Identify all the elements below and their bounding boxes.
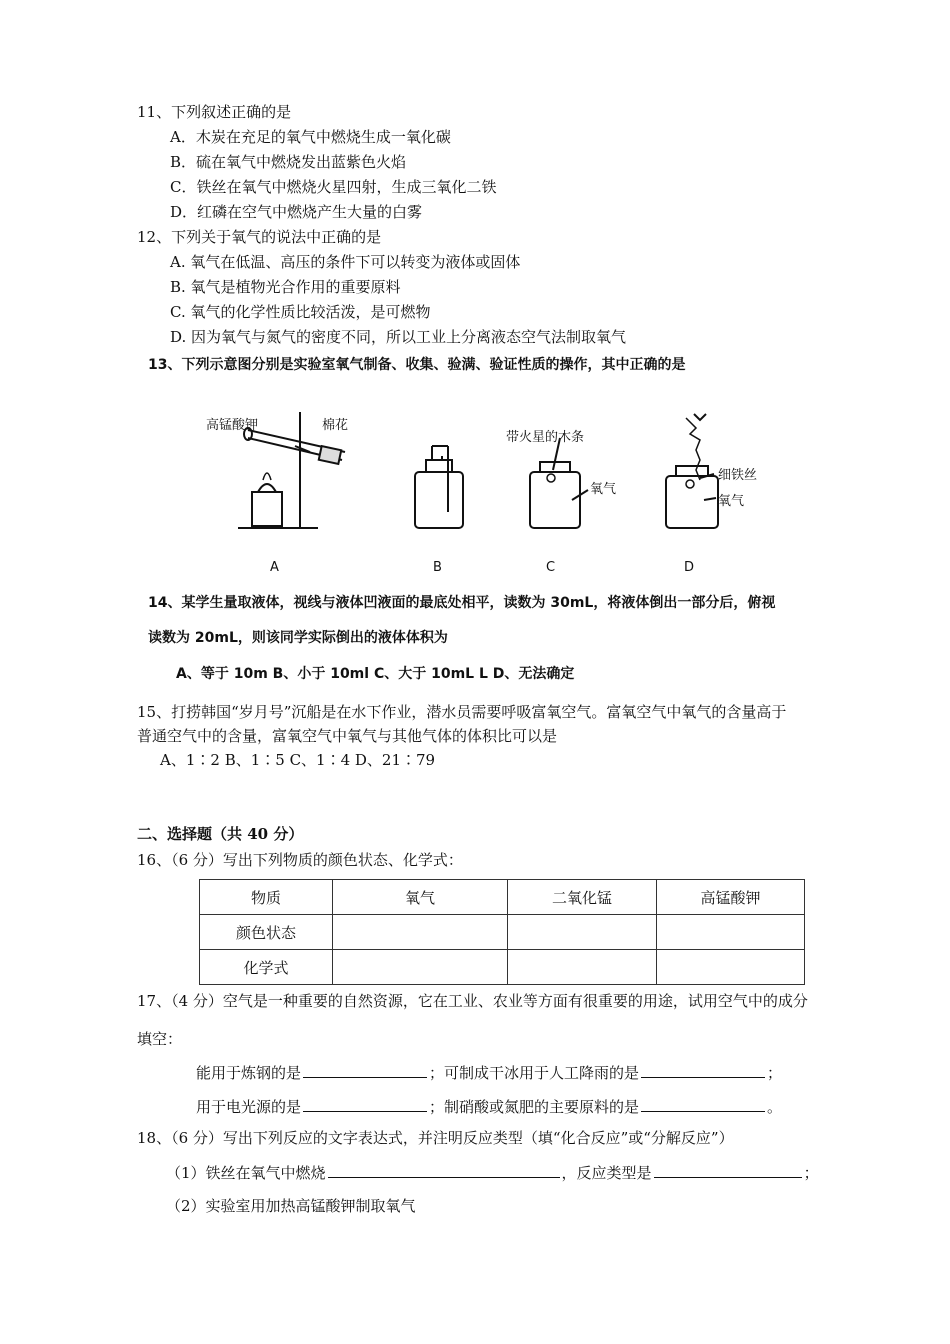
answer-cell[interactable] [333,950,508,985]
q13-figure [200,400,800,580]
q15-line1: 15、打捞韩国“岁月号”沉船是在水下作业，潜水员需要呼吸富氧空气。富氧空气中氧气的含量高于 [137,703,787,721]
q18-stem: 18、（6 分）写出下列反应的文字表达式，并注明反应类型（填“化合反应”或“分解反应”） [137,1129,734,1147]
q17-punct: 。 [767,1098,783,1116]
q12-option-c: C. 氧气的化学性质比较活泼，是可燃物 [170,303,431,321]
answer-blank[interactable] [303,1096,427,1112]
substance-table [199,879,805,985]
q17-line1: 17、（4 分）空气是一种重要的自然资源，它在工业、农业等方面有很重要的用途，试用空气中的成分 [137,992,808,1010]
caption-a: A [270,560,279,575]
table-header-cell: 物质 [200,880,333,915]
q11-stem: 11、下列叙述正确的是 [137,103,292,121]
q17-line2: 填空： [137,1030,183,1048]
q17-punct: ； [767,1064,783,1082]
q11-option-b: B．硫在氧气中燃烧发出蓝紫色火焰 [170,153,407,171]
table-row [200,880,805,915]
q18-part-2: （2）实验室用加热高锰酸钾制取氧气 [166,1197,416,1215]
answer-cell[interactable] [657,950,805,985]
q14-line2: 读数为 20mL，则该同学实际倒出的液体体积为 [148,630,448,646]
answer-cell[interactable] [333,915,508,950]
answer-blank[interactable] [641,1096,765,1112]
q17-prompt: ；可制成干冰用于人工降雨的是 [429,1064,640,1082]
q14-line1: 14、某学生量取液体，视线与液体凹液面的最底处相平，读数为 30mL，将液体倒出一部分后，俯视 [148,595,776,611]
q12-option-b: B. 氧气是植物光合作用的重要原料 [170,278,401,296]
label-oxygen-c: 氧气 [590,482,617,497]
q11-option-a: A．木炭在充足的氧气中燃烧生成一氧化碳 [170,128,451,146]
caption-b: B [433,560,442,575]
table-header-cell: 高锰酸钾 [657,880,805,915]
answer-cell[interactable] [508,950,657,985]
apparatus-c [530,438,588,528]
answer-cell[interactable] [657,915,805,950]
q17-prompt: 能用于炼钢的是 [196,1064,302,1082]
table-header-cell: 二氧化锰 [508,880,657,915]
table-row-label: 颜色状态 [200,915,333,950]
caption-d: D [684,560,695,575]
label-oxygen-d: 氧气 [718,494,745,509]
table-header-cell: 氧气 [333,880,508,915]
answer-cell[interactable] [508,915,657,950]
table-row [200,950,805,985]
q18-part-1 [166,1162,819,1183]
section-2-title: 二、选择题（共 40 分） [137,825,304,843]
table-row-label: 化学式 [200,950,333,985]
q16-stem: 16、（6 分）写出下列物质的颜色状态、化学式： [137,851,463,869]
table-row [200,915,805,950]
q12-option-d: D. 因为氧气与氮气的密度不同，所以工业上分离液态空气法制取氧气 [170,328,627,346]
answer-blank[interactable] [303,1062,427,1078]
answer-blank[interactable] [641,1062,765,1078]
label-cotton: 棉花 [322,418,349,433]
answer-blank[interactable] [654,1162,802,1178]
q17-prompt: 用于电光源的是 [196,1098,302,1116]
q17-row-2 [196,1096,782,1117]
q13-stem: 13、下列示意图分别是实验室氧气制备、收集、验满、验证性质的操作，其中正确的是 [148,357,686,373]
label-glowing-splint: 带火星的木条 [506,430,585,445]
caption-c: C [546,560,556,575]
q11-option-c: C．铁丝在氧气中燃烧火星四射，生成三氧化二铁 [170,178,497,196]
q15-line2: 普通空气中的含量，富氧空气中氧气与其他气体的体积比可以是 [137,727,558,745]
lab-apparatus-figure [200,400,800,580]
q11-option-d: D．红磷在空气中燃烧产生大量的白雾 [170,203,423,221]
q18-part-1-prompt: （1）铁丝在氧气中燃烧 [166,1164,326,1182]
q12-stem: 12、下列关于氧气的说法中正确的是 [137,228,382,246]
q17-prompt: ；制硝酸或氮肥的主要原料的是 [429,1098,640,1116]
q17-row-1 [196,1062,782,1083]
q18-type-prompt: ，反应类型是 [561,1164,652,1182]
label-iron-wire: 细铁丝 [718,468,758,483]
q15-options: A、1∶2 B、1∶5 C、1∶4 D、21∶79 [160,751,436,769]
q18-punct: ； [803,1164,819,1182]
apparatus-b [415,446,463,528]
answer-blank[interactable] [328,1162,560,1178]
q12-option-a: A. 氧气在低温、高压的条件下可以转变为液体或固体 [170,253,521,271]
q14-options: A、等于 10m B、小于 10ml C、大于 10mL L D、无法确定 [176,666,575,682]
label-potassium-permanganate: 高锰酸钾 [206,418,259,433]
apparatus-d [666,414,718,528]
